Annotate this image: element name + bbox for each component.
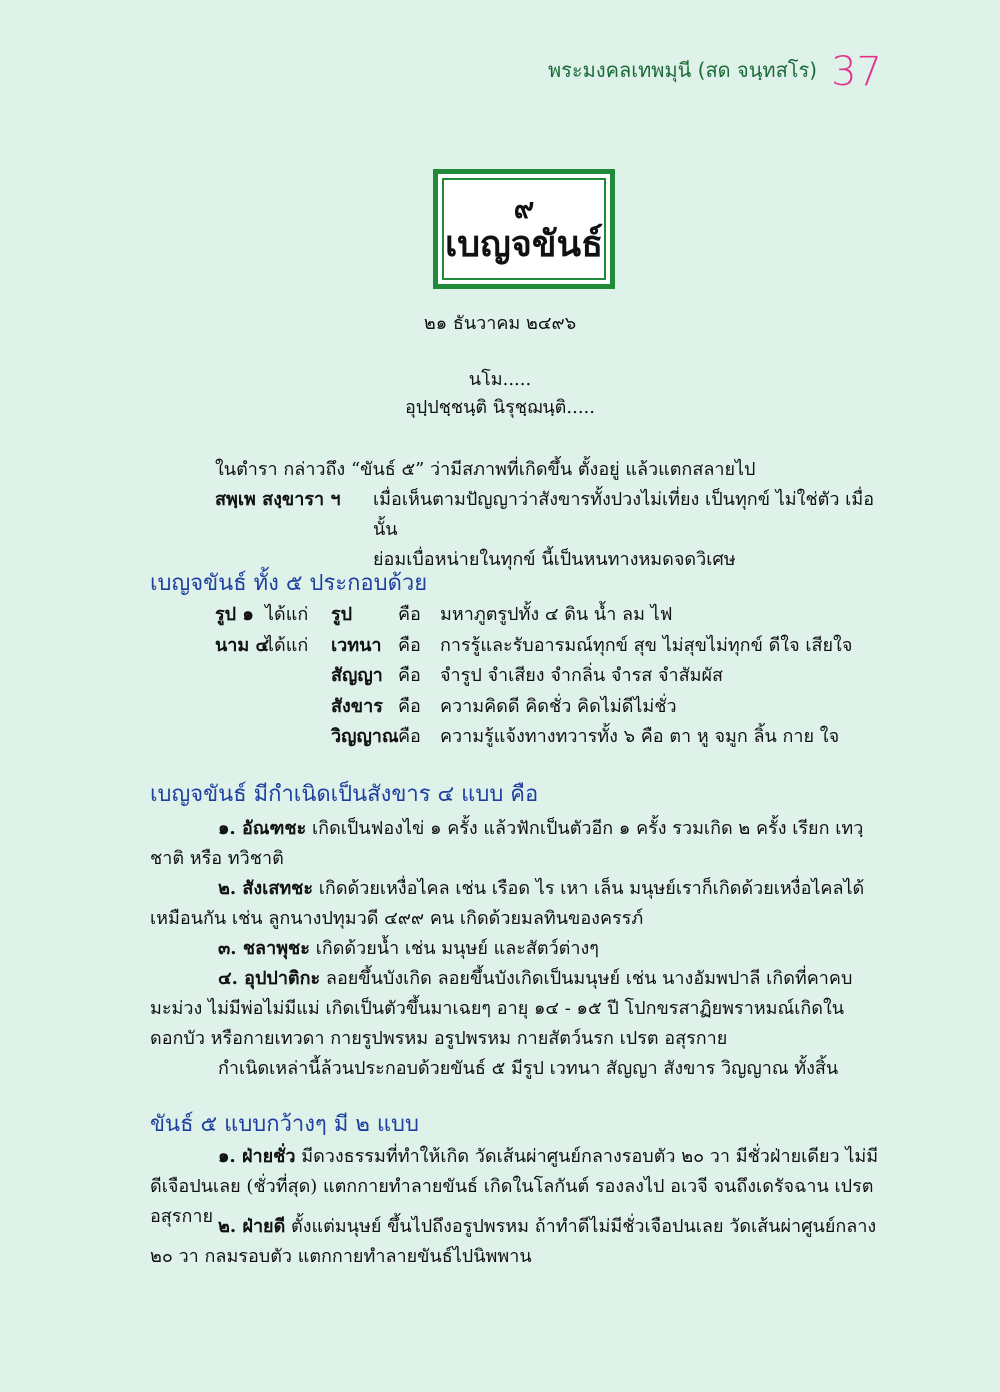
- khandha-connector: [265, 722, 331, 753]
- khandha-group: รูป ๑: [215, 604, 254, 625]
- khandha-desc: จำรูป จำเสียง จำกลิ่น จำรส จำสัมผัส: [440, 665, 723, 686]
- broad-type-label: ๒. ฝ่ายดี: [218, 1216, 286, 1237]
- opening-chant: [0, 366, 1000, 422]
- khandha-row: [215, 722, 852, 753]
- khandha-term: รูป: [331, 604, 353, 625]
- khandha-connector: ได้แก่: [265, 604, 309, 625]
- birth-type-text: เกิดด้วยน้ำ เช่น มนุษย์ และสัตว์ต่างๆ: [309, 938, 599, 959]
- khandha-list: [215, 600, 852, 753]
- intro-verse-body: [373, 485, 895, 575]
- header-title: พระมงคลเทพมุนี (สด จนฺทสโร): [548, 58, 818, 82]
- birth-type-text: ลอยขึ้นบังเกิด ลอยขึ้นบังเกิดเป็นมนุษย์ เช่น นางอัมพปาลี เกิดที่คาคบมะม่วง ไม่มีพ่อไม่มีแม่ เกิดเป็นตัวขึ้นมาเฉยๆ อายุ ๑๔ - ๑๕ ปี โปกขรสาฏิยพราหมณ์เกิดในดอกบัว หรือกายเทวดา กายรูปพรหม อรูปพรหม กายสัตว์นรก เปรต อสุรกาย: [150, 968, 853, 1049]
- khandha-desc: การรู้และรับอารมณ์ทุกข์ สุข ไม่สุขไม่ทุกข์ ดีใจ เสียใจ: [440, 634, 853, 656]
- birth-type-label: ๓. ชลาพุชะ: [218, 938, 310, 959]
- khandha-group: [215, 661, 265, 692]
- broad-type-text: ตั้งแต่มนุษย์ ขึ้นไปถึงอรูปพรหม ถ้าทำดีไม่มีชั่วเจือปนเลย วัดเส้นผ่าศูนย์กลาง ๒๐ วา กลมรอบตัว แตกกายทำลายขันธ์ไปนิพพาน: [150, 1216, 877, 1267]
- khandha-is: คือ: [398, 665, 421, 686]
- chapter-title: เบญจขันธ์: [444, 223, 604, 265]
- sermon-date: ๒๑ ธันวาคม ๒๔๙๖: [423, 313, 577, 334]
- broad-type-paragraph: [150, 1212, 880, 1272]
- khandha-group: [215, 692, 265, 723]
- chant-line-2: อุปฺปชฺชนฺติ นิรุชฺฌนฺติ.....: [405, 397, 595, 418]
- khandha-term: เวทนา: [331, 634, 382, 656]
- khandha-is: คือ: [398, 726, 421, 747]
- running-header: [548, 49, 882, 95]
- intro-verse-line-1: เมื่อเห็นตามปัญญาว่าสังขารทั้งปวงไม่เที่ยง เป็นทุกข์ ไม่ใช่ตัว เมื่อนั้น: [373, 489, 875, 540]
- khandha-row: [215, 600, 852, 631]
- khandha-row: [215, 692, 852, 723]
- khandha-is: คือ: [398, 634, 421, 656]
- birth-type-paragraph: [150, 874, 880, 934]
- khandha-connector: ได้แก่: [265, 634, 309, 656]
- section-heading-broad-types: ขันธ์ ๕ แบบกว้างๆ มี ๒ แบบ: [150, 1112, 419, 1137]
- khandha-group: [215, 722, 265, 753]
- broad-type-text: มีดวงธรรมที่ทำให้เกิด วัดเส้นผ่าศูนย์กลางรอบตัว ๒๐ วา มีชั่วฝ่ายเดียว ไม่มีดีเจือปนเลย (ชั่วที่สุด) แตกกายทำลายขันธ์ เกิดในโลกันต์ รองลงไป อเวจี จนถึงเดรัจฉาน เปรต อสุรกาย: [150, 1146, 879, 1227]
- birth-type-label: ๒. สังเสทชะ: [218, 878, 314, 899]
- khandha-term: วิญญาณ: [331, 726, 399, 747]
- chapter-inner-frame: [442, 178, 606, 280]
- intro-verse-label: สพฺเพ สงฺขารา ฯ: [215, 489, 341, 510]
- chapter-number: ๙: [513, 191, 535, 225]
- birth-type-label: ๑. อัณฑชะ: [218, 818, 307, 839]
- section-heading-composition: เบญจขันธ์ ทั้ง ๕ ประกอบด้วย: [150, 571, 428, 596]
- khandha-desc: มหาภูตรูปทั้ง ๔ ดิน น้ำ ลม ไฟ: [440, 604, 673, 625]
- khandha-is: คือ: [398, 695, 421, 717]
- birth-type-label: ๔. อุปปาติกะ: [218, 968, 321, 989]
- birth-type-text: เกิดเป็นฟองไข่ ๑ ครั้ง แล้วฟักเป็นตัวอีก ๑ ครั้ง รวมเกิด ๒ ครั้ง เรียก เทวฺชาติ หรือ ทวิชาติ: [150, 818, 864, 869]
- birth-type-paragraph: [150, 814, 880, 874]
- intro-line: ในตำรา กล่าวถึง “ขันธ์ ๕” ว่ามีสภาพที่เกิดขึ้น ตั้งอยู่ แล้วแตกสลายไป: [215, 459, 756, 480]
- khandha-connector: [265, 661, 331, 692]
- khandha-term: สังขาร: [331, 695, 383, 717]
- birth-type-summary: กำเนิดเหล่านี้ล้วนประกอบด้วยขันธ์ ๕ มีรูป เวทนา สัญญา สังขาร วิญญาณ ทั้งสิ้น: [218, 1058, 839, 1079]
- khandha-is: คือ: [398, 604, 421, 625]
- birth-type-text: เกิดด้วยเหงื่อไคล เช่น เรือด ไร เหา เล็น มนุษย์เราก็เกิดด้วยเหงื่อไคลได้เหมือนกัน เช่น ลูกนางปทุมวดี ๔๙๙ คน เกิดด้วยมลทินของครรภ์: [150, 878, 865, 929]
- section-heading-birth-types: เบญจขันธ์ มีกำเนิดเป็นสังขาร ๔ แบบ คือ: [150, 782, 539, 807]
- broad-type-label: ๑. ฝ่ายชั่ว: [218, 1146, 296, 1167]
- chapter-box: [433, 169, 615, 289]
- page-number: 37: [831, 49, 882, 95]
- khandha-desc: ความคิดดี คิดชั่ว คิดไม่ดีไม่ชั่ว: [440, 695, 677, 717]
- khandha-desc: ความรู้แจ้งทางทวารทั้ง ๖ คือ ตา หู จมูก ลิ้น กาย ใจ: [440, 726, 840, 747]
- birth-type-paragraph: [150, 964, 880, 1054]
- khandha-row: [215, 661, 852, 692]
- khandha-group: นาม ๔: [215, 634, 270, 656]
- khandha-term: สัญญา: [331, 665, 383, 686]
- khandha-connector: [265, 692, 331, 723]
- intro-verse: [215, 485, 895, 575]
- birth-type-paragraph: [150, 934, 880, 964]
- chant-line-1: นโม.....: [468, 369, 532, 390]
- intro-verse-line-2: ย่อมเบื่อหน่ายในทุกข์ นี้เป็นหนทางหมดจดวิเศษ: [373, 549, 736, 570]
- khandha-row: [215, 631, 852, 662]
